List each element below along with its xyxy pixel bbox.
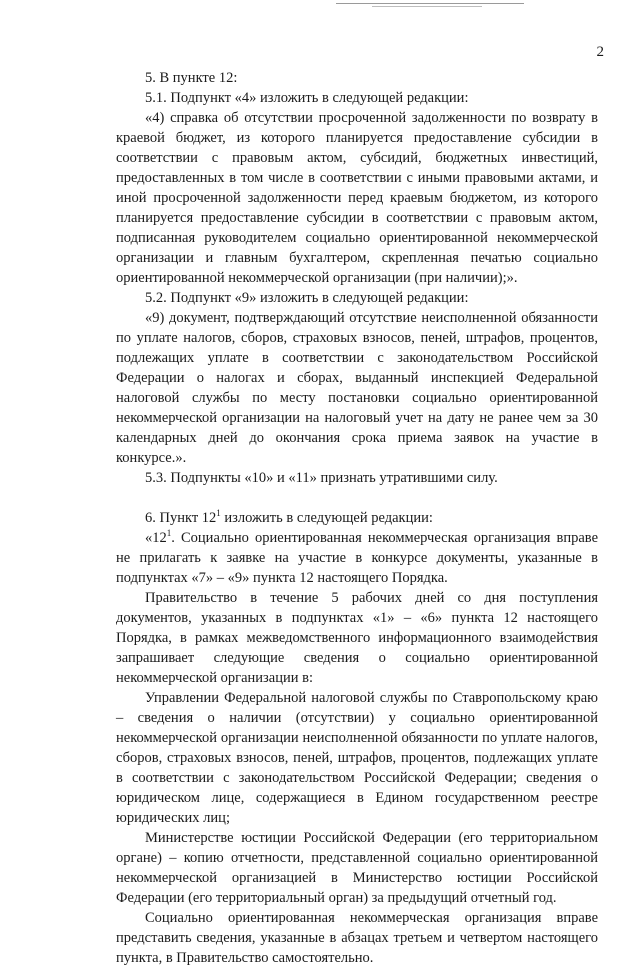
paragraph-subitem-9-text: «9) документ, подтверждающий отсутствие неисполненной обязанности по уплате налогов, сборов, страховых взносов, пеней, штрафов, процентов, подлежащих уплате в соответствии с законодательством Российской Федерации о налогах и сборах, выданный инспекцией Федеральной налоговой службы по месту постановки социально ориентированной некоммерческой организации на налоговый учет на дату не ранее чем за 30 календарных дней до окончания срока приема заявок на участие в конкурсе.». xyxy=(116,310,598,466)
scan-top-rule-short xyxy=(372,6,482,7)
scan-top-rule xyxy=(336,3,524,4)
paragraph-government-request: Правительство в течение 5 рабочих дней со дня поступления документов, указанных в подпунктах «1» – «6» пункта 12 настоящего Порядка, в рамках межведомственного информационного взаимодействия запрашивает следующие сведения о социально ориентированной некоммерческой организации в: xyxy=(116,590,598,686)
paragraph-subitem-5-2: 5.2. Подпункт «9» изложить в следующей редакции: xyxy=(145,290,469,306)
paragraph-subitem-5-1: 5.1. Подпункт «4» изложить в следующей редакции: xyxy=(145,90,469,106)
paragraph-self-submission: Социально ориентированная некоммерческая организация вправе представить сведения, указанные в абзацах третьем и четвертом настоящего пункта, в Правительство самостоятельно. xyxy=(116,910,598,966)
paragraph-item-5-heading: 5. В пункте 12: xyxy=(145,70,238,86)
paragraph-tax-service: Управлении Федеральной налоговой службы по Ставропольскому краю – сведения о наличии (отсутствии) у социально ориентированной некоммерческой организации неисполненной обязанности по уплате налогов, сборов, страховых взносов, пеней, штрафов, процентов, подлежащих уплате в соответствии с законодательством Российской Федерации; сведения о юридическом лице, содержащиеся в Едином государственном реестре юридических лиц; xyxy=(116,690,598,826)
superscript: 1 xyxy=(166,528,172,539)
paragraph-ministry-justice: Министерстве юстиции Российской Федерации (его территориальном органе) – копию отчетности, представленной социально ориентированной некоммерческой организацией в Министерство юстиции Российской Федерации (его территориальный орган) за предыдущий отчетный год. xyxy=(116,830,598,906)
superscript: 1 xyxy=(216,508,221,519)
page-number: 2 xyxy=(596,44,604,60)
document-body xyxy=(116,68,598,968)
paragraph-item-6-heading: 6. Пункт $12^1$ изложить в следующей редакции: xyxy=(145,508,433,526)
paragraph-item-12-1-text: «$12^1$. Социально ориентированная некоммерческая организация вправе не прилагать к заявке на участие в конкурсе документы, указанные в подпунктах «7» – «9» пункта 12 настоящего Порядка. xyxy=(116,528,598,586)
paragraph-subitem-4-text: «4) справка об отсутствии просроченной задолженности по возврату в краевой бюджет, из которого планируется предоставление субсидии в соответствии с правовым актом, субсидий, бюджетных инвестиций, предоставленных в том числе в соответствии с иными правовыми актами, и иной просроченной задолженности перед краевым бюджетом, из которого планируется предоставление субсидии в соответствии с правовым актом, подписанная руководителем социально ориентированной некоммерческой организации и главным бухгалтером, скрепленная печатью социально ориентированной некоммерческой организации (при наличии);». xyxy=(116,110,598,286)
paragraph-subitem-5-3: 5.3. Подпункты «10» и «11» признать утратившими силу. xyxy=(145,470,498,486)
